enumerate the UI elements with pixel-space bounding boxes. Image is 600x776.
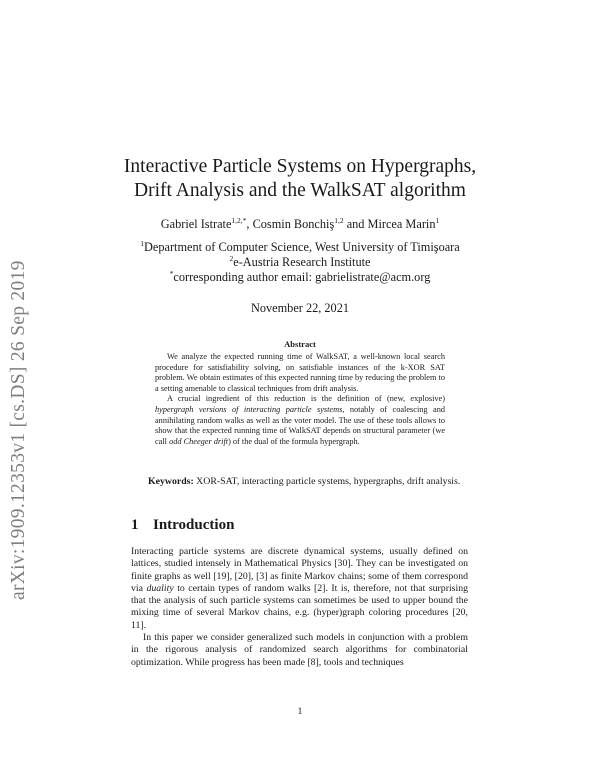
author-name: Gabriel Istrate [160,217,232,231]
text-run: to certain types of random walks [2]. It is, therefore, not that surprising that the analysis of such particle systems can sometimes be used to upper bound the mixing time of several Markov chains, e.g. (hyper)graph coloring procedures [20, 11]. [131,582,469,631]
intro-body [131,546,468,669]
title-line-2: Drift Analysis and the WalkSAT algorithm [134,180,466,201]
affil-text: corresponding author email: gabrielistrate@acm.org [173,270,431,284]
section-number: 1 [131,517,139,533]
emphasis: hypergraph versions of interacting particle systems [155,404,343,414]
author-name: Mircea Marin [367,217,436,231]
text-run: , notably of coalescing and annihilating random walks as well as the voter model. The use of these tools allows to show that the expected running time of WalkSAT depends on structural parameter (we call [155,404,445,446]
corresponding-author [100,270,500,285]
affil-text: e-Austria Research Institute [233,255,371,269]
author-affil-mark: 1,2,* [231,215,247,225]
affil-mark: * [169,268,174,278]
affiliation-1 [100,240,500,255]
text-run: A crucial ingredient of this reduction is the definition of (new, explosive) [167,394,445,404]
paper-date: November 22, 2021 [250,301,349,315]
affiliation-2 [100,255,500,270]
abstract-heading: Abstract [284,339,316,349]
abstract-paragraph-2 [155,394,445,447]
affil-mark: 1 [140,238,145,248]
text-run: Interacting particle systems are discrete dynamical systems, usually defined on lattices, studied intensely in Mathematical Physics [30]. They can be investigated on finite graphs as well [19], [20], [3] as finite Markov chains; some of them correspond via [131,546,468,594]
author-list: Gabriel Istrate$^{1,2,*}$, Cosmin Bonchiş$^{1,2}$ and Mircea Marin$^1$ [160,215,440,231]
emphasis: odd Cheeger drift [169,436,229,446]
affil-mark: 2 [229,253,234,263]
author-conjunction: and [346,217,365,231]
author-affil-mark: 1 [435,215,440,225]
author-affil-mark: 1,2 [334,215,344,225]
author-name: Cosmin Bonchiş [252,217,335,231]
paper-title [100,155,500,203]
keywords [148,476,478,489]
page-number: 1 [297,706,303,717]
section-title: Introduction [153,517,235,533]
intro-paragraph-1 [131,546,468,632]
section-heading [131,517,234,534]
title-line-1: Interactive Particle Systems on Hypergraphs, [123,156,477,177]
affil-text: Department of Computer Science, West University of Timişoara [144,240,460,254]
abstract-paragraph-1: We analyze the expected running time of WalkSAT, a well-known local search procedure for satisfiability solving, on satisfiable instances of the k-XOR SAT problem. We obtain estimates of this expected running time by reducing the problem to a setting amenable to classical techniques from drift analysis. [155,352,445,393]
arxiv-identifier: arXiv:1909.12353v1 [cs.DS] 26 Sep 2019 [8,260,29,600]
emphasis: duality [146,582,174,594]
affiliations [100,240,500,285]
keywords-label: Keywords: [148,476,194,487]
intro-paragraph-2: In this paper we consider generalized such models in conjunction with a problem in the rigorous analysis of randomized search algorithms for combinatorial optimization. While progress has been made [8], tools and techniques [131,632,468,668]
keywords-text: XOR-SAT, interacting particle systems, hypergraphs, drift analysis. [196,476,461,487]
text-run: ) of the dual of the formula hypergraph. [228,436,360,446]
abstract-body [155,352,445,447]
